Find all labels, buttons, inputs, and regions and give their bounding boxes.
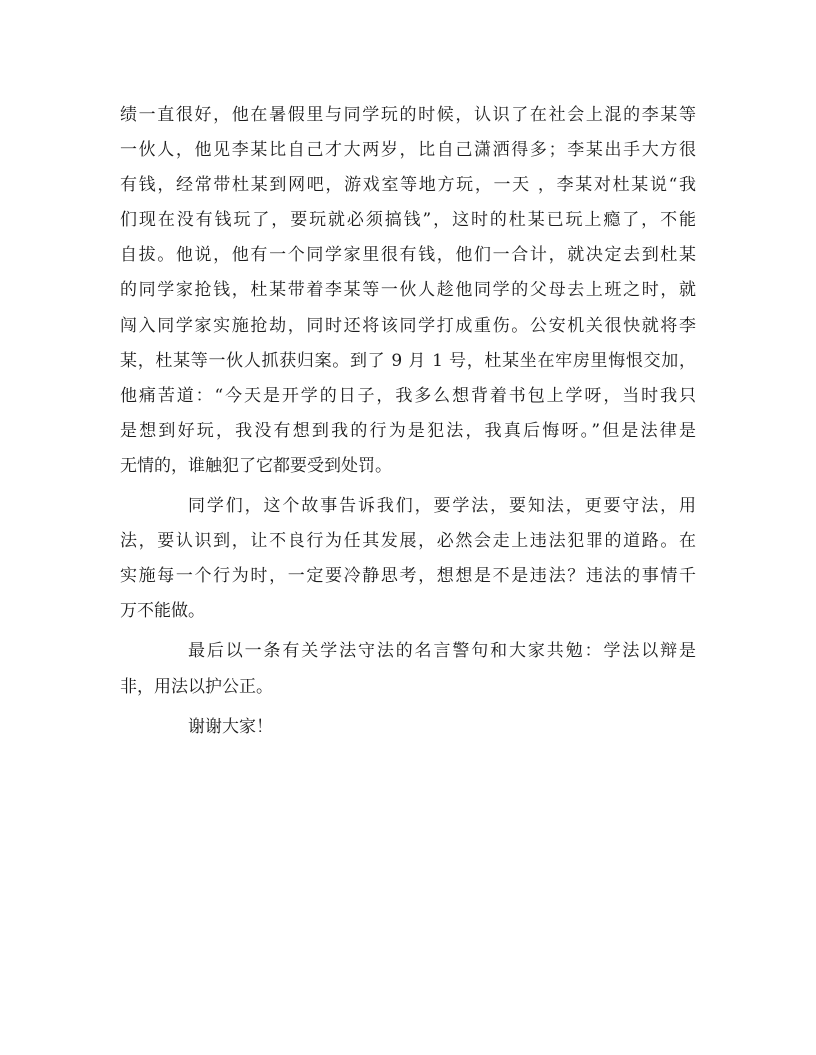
text-line: 他痛苦道：“今天是开学的日子，我多么想背着书包上学呀，当时我只 <box>120 385 696 406</box>
text-line: 闯入同学家实施抢劫，同时还将该同学打成重伤。公安机关很快就将李 <box>120 315 696 336</box>
text-line: 无情的，谁触犯了它都要受到处罚。 <box>120 455 392 476</box>
paragraph-motto <box>120 634 696 704</box>
paragraph-closing <box>120 710 696 745</box>
text-line: 们现在没有钱玩了，要玩就必须搞钱”，这时的杜某已玩上瘾了，不能 <box>120 210 696 231</box>
text-line: 最后以一条有关学法守法的名言警句和大家共勉：学法以辩是 <box>188 641 696 662</box>
text-line: 是想到好玩，我没有想到我的行为是犯法，我真后悔呀。”但是法律是 <box>120 420 696 441</box>
text-line: 的同学家抢钱，杜某带着李某等一伙人趁他同学的父母去上班之时，就 <box>120 280 696 301</box>
text-line: 自拔。他说，他有一个同学家里很有钱，他们一合计，就决定去到杜某 <box>120 245 696 266</box>
paragraph-story <box>120 98 696 484</box>
text-line: 绩一直很好，他在暑假里与同学玩的时候，认识了在社会上混的李某等 <box>120 105 696 125</box>
text-line: 一伙人，他见李某比自己才大两岁，比自己潇洒得多；李某出手大方很 <box>120 140 696 161</box>
text-line: 法，要认识到，让不良行为任其发展，必然会走上违法犯罪的道路。在 <box>120 531 696 552</box>
text-line: 实施每一个行为时，一定要冷静思考，想想是不是违法？违法的事情千 <box>120 566 696 587</box>
text-line: 有钱，经常带杜某到网吧，游戏室等地方玩，一天 ，李某对杜某说“我 <box>120 175 696 196</box>
text-line: 非，用法以护公正。 <box>120 676 273 697</box>
text-line: 某，杜某等一伙人抓获归案。到了 9 月 1 号，杜某坐在牢房里悔恨交加， <box>120 350 696 371</box>
document-body <box>120 98 696 745</box>
text-line: 万不能做。 <box>120 601 205 622</box>
text-line: 谢谢大家！ <box>188 716 273 737</box>
text-line: 同学们，这个故事告诉我们，要学法，要知法，更要守法，用 <box>188 496 696 517</box>
paragraph-lesson <box>120 489 696 629</box>
